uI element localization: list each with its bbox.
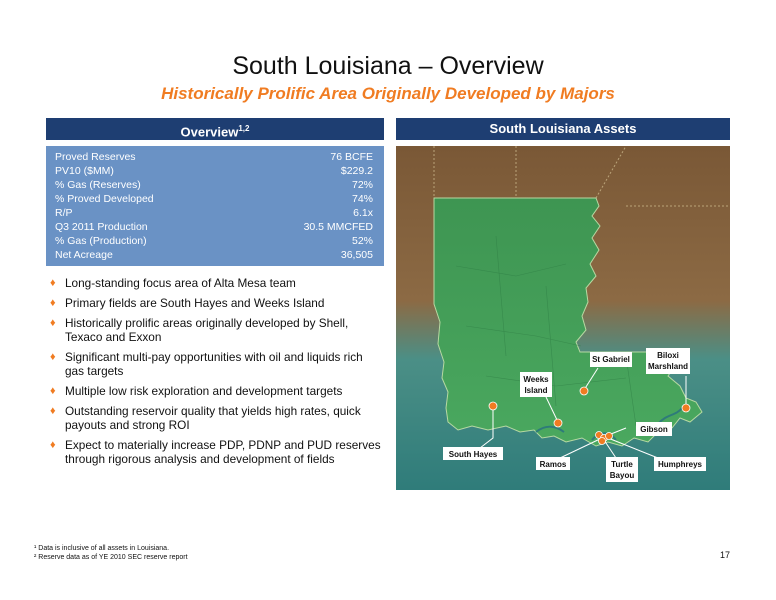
- ramos-label: Ramos: [539, 460, 567, 469]
- stat-value: 36,505: [340, 249, 373, 261]
- stat-row: [46, 234, 384, 248]
- orange-diamond-icon: ♦: [50, 439, 56, 451]
- stat-value: $229.2: [340, 165, 373, 177]
- weeks-island-label-line1: Weeks: [523, 375, 549, 384]
- stat-row: [46, 164, 384, 178]
- stat-value: 6.1x: [353, 207, 373, 219]
- stat-label: R/P: [55, 207, 73, 219]
- orange-diamond-icon: ♦: [50, 385, 56, 397]
- st-gabriel-marker-icon: [580, 387, 588, 395]
- footnote-2: ² Reserve data as of YE 2010 SEC reserve report: [34, 554, 188, 561]
- orange-diamond-icon: ♦: [50, 405, 56, 417]
- bullet-item: [48, 276, 382, 290]
- assets-header: South Louisiana Assets: [396, 118, 730, 140]
- overview-header: [46, 118, 384, 140]
- orange-diamond-icon: ♦: [50, 297, 56, 309]
- bullet-item: [48, 384, 382, 398]
- bullet-item: [48, 316, 382, 344]
- st-gabriel-label: St Gabriel: [592, 355, 630, 364]
- stat-label: Net Acreage: [55, 249, 113, 261]
- humphreys-label: Humphreys: [657, 460, 703, 469]
- gibson-marker-icon: [606, 433, 613, 440]
- bullet-text: Multiple low risk exploration and development targets: [65, 384, 343, 398]
- weeks-island-label-line2: Island: [524, 386, 548, 395]
- stat-row: [46, 206, 384, 220]
- stat-value: 72%: [351, 179, 373, 191]
- turtle-bayou-label-line2: Bayou: [609, 471, 635, 480]
- stat-label: Proved Reserves: [55, 151, 136, 163]
- bullet-item: [48, 296, 382, 310]
- overview-header-label: Overview: [180, 124, 239, 140]
- bullet-text: Primary fields are South Hayes and Weeks Island: [65, 296, 325, 310]
- south-hayes-marker-icon: [489, 402, 497, 410]
- footnote-1: ¹ Data is inclusive of all assets in Louisiana.: [34, 545, 170, 552]
- stat-label: % Proved Developed: [55, 193, 154, 205]
- bullet-text: Significant multi-pay opportunities with oil and liquids rich gas targets: [65, 350, 363, 378]
- humphreys-marker-icon: [599, 438, 606, 445]
- stat-value: 76 BCFE: [330, 151, 373, 163]
- stat-label: Q3 2011 Production: [55, 221, 148, 233]
- weeks-island-marker-icon: [554, 419, 562, 427]
- stat-value: 52%: [351, 235, 373, 247]
- overview-bullet-list: [48, 276, 382, 472]
- bullet-text: Outstanding reservoir quality that yields high rates, quick payouts and strong ROI: [65, 404, 361, 432]
- map-svg: [396, 146, 730, 490]
- page-title: South Louisiana – Overview: [232, 52, 544, 80]
- turtle-bayou-label-line1: Turtle: [611, 460, 633, 469]
- bullet-text: Historically prolific areas originally developed by Shell, Texaco and Exxon: [65, 316, 349, 344]
- page-subtitle: Historically Prolific Area Originally Developed by Majors: [161, 84, 615, 103]
- orange-diamond-icon: ♦: [50, 317, 56, 329]
- stat-label: % Gas (Production): [55, 235, 147, 247]
- biloxi-marshland-label-line1: Biloxi: [657, 351, 679, 360]
- page-number: 17: [719, 550, 730, 560]
- gibson-label: Gibson: [640, 425, 668, 434]
- south-hayes-label: South Hayes: [448, 450, 498, 459]
- stat-value: 74%: [351, 193, 373, 205]
- orange-diamond-icon: ♦: [50, 351, 56, 363]
- stat-label: % Gas (Reserves): [55, 179, 141, 191]
- bullet-item: [48, 438, 382, 466]
- stat-row: [46, 248, 384, 262]
- overview-stats-table: [46, 146, 384, 266]
- bullet-item: [48, 404, 382, 432]
- stat-label: PV10 ($MM): [55, 165, 114, 177]
- biloxi-marshland-label-line2: Marshland: [647, 362, 689, 371]
- stat-value: 30.5 MMCFED: [303, 221, 373, 233]
- bullet-text: Long-standing focus area of Alta Mesa team: [65, 276, 296, 290]
- orange-diamond-icon: ♦: [50, 277, 56, 289]
- south-louisiana-map: [396, 146, 730, 490]
- biloxi-marshland-marker-icon: [682, 404, 690, 412]
- bullet-item: [48, 350, 382, 378]
- stat-row: [46, 178, 384, 192]
- stat-row: [46, 150, 384, 164]
- stat-row: [46, 192, 384, 206]
- overview-header-superscript: 1,2: [238, 124, 250, 133]
- bullet-text: Expect to materially increase PDP, PDNP and PUD reserves through rigorous analysis and development of fields: [65, 438, 381, 466]
- stat-row: [46, 220, 384, 234]
